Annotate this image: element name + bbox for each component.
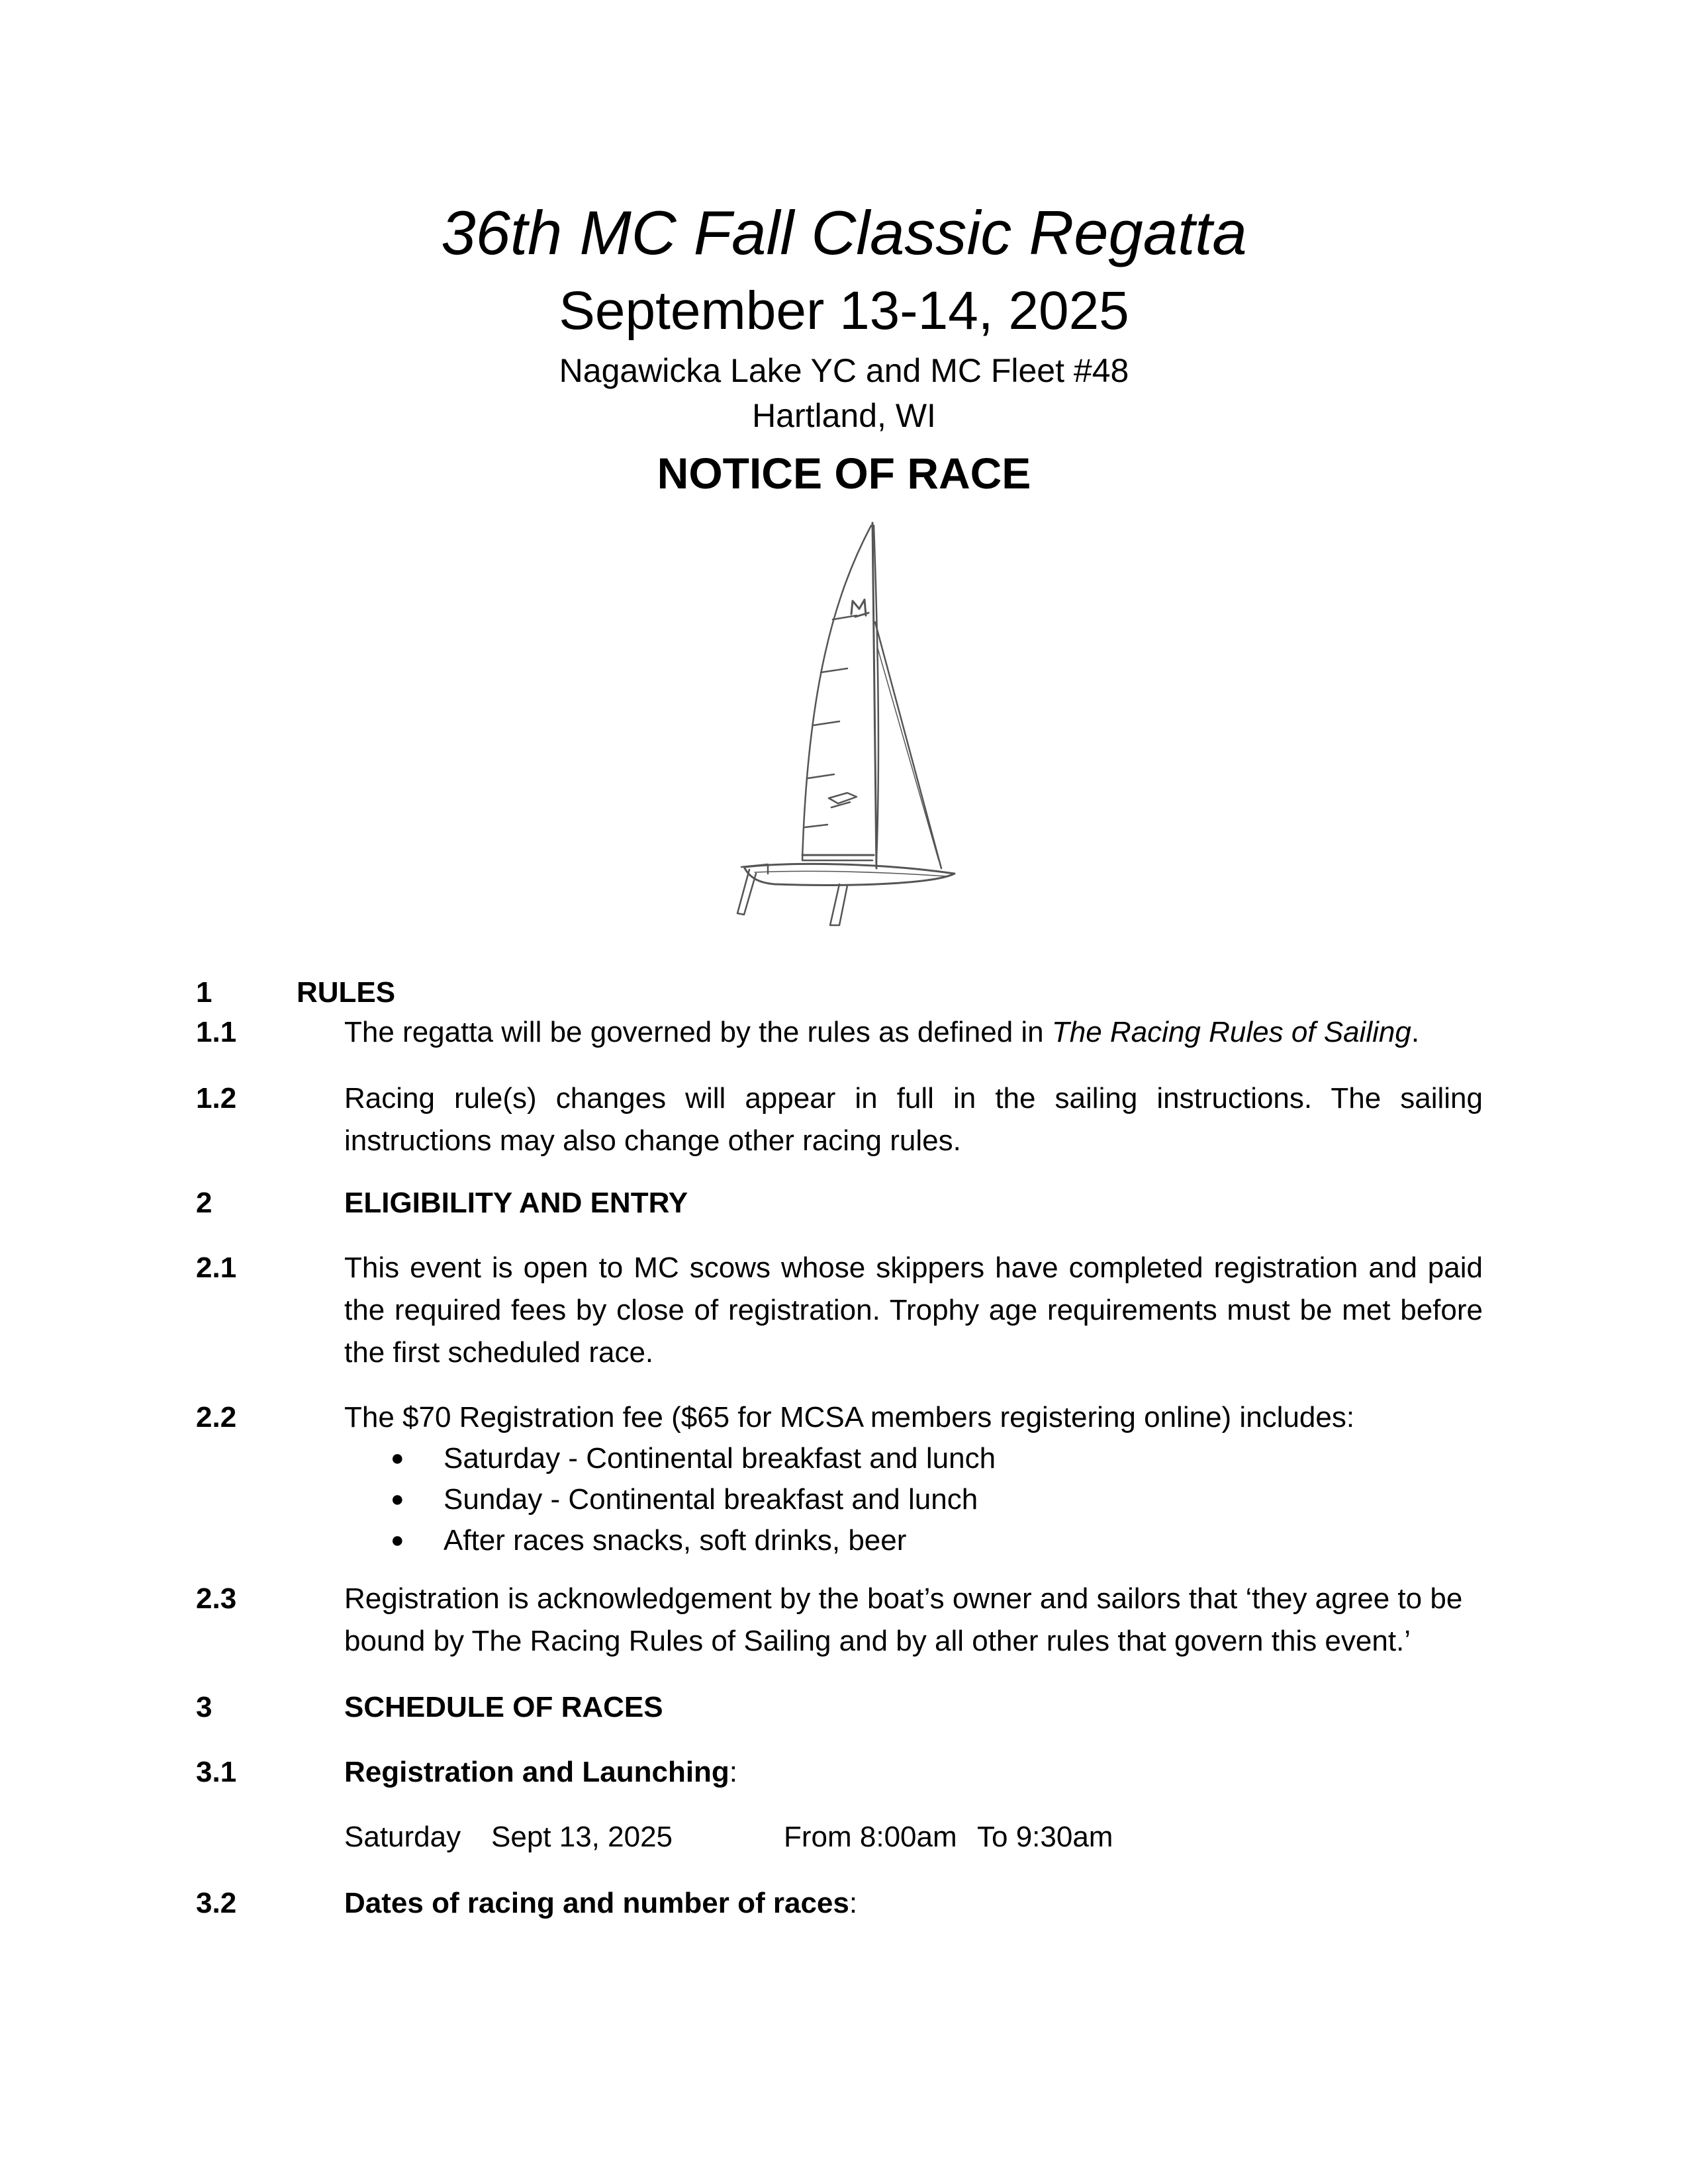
regatta-dates: September 13-14, 2025 xyxy=(559,281,1129,341)
regatta-title: 36th MC Fall Classic Regatta xyxy=(441,198,1247,267)
bullet-icon: ● xyxy=(391,1486,404,1512)
registration-schedule-row xyxy=(0,1816,1688,1858)
section-3-title: SCHEDULE OF RACES xyxy=(344,1691,663,1723)
bullet-icon: ● xyxy=(391,1527,404,1553)
para-2-2-text: The $70 Registration fee ($65 for MCSA members registering online) includes: xyxy=(344,1401,1355,1433)
list-item: ● After races snacks, soft drinks, beer xyxy=(391,1520,906,1561)
host-club: Nagawicka Lake YC and MC Fleet #48 xyxy=(559,352,1129,389)
bullet-icon: ● xyxy=(391,1445,404,1471)
para-2-2-number: 2.2 xyxy=(196,1401,237,1433)
list-item: ● Sunday - Continental breakfast and lunch xyxy=(391,1479,978,1520)
para-1-2-text: Racing rule(s) changes will appear in full in the sailing instructions. The sailing instructions may also change other racing rules. xyxy=(344,1082,1483,1157)
schedule-to: To 9:30am xyxy=(977,1821,1113,1853)
para-1-2-number: 1.2 xyxy=(196,1082,237,1115)
section-1-number: 1 xyxy=(196,976,212,1009)
section-1-title: RULES xyxy=(297,976,396,1009)
para-2-1-text: This event is open to MC scows whose skippers have completed registration and paid the required fees by close of registration. Trophy age requirements must be met before the first scheduled race. xyxy=(344,1251,1483,1369)
para-2-1-number: 2.1 xyxy=(196,1251,237,1284)
list-item: ● Saturday - Continental breakfast and lunch xyxy=(391,1437,996,1479)
location: Hartland, WI xyxy=(752,397,936,434)
para-2-3-text: Registration is acknowledgement by the boat’s owner and sailors that ‘they agree to be bound by The Racing Rules of Sailing and by all other rules that govern this event.’ xyxy=(344,1582,1463,1657)
para-2-3-number: 2.3 xyxy=(196,1582,237,1615)
schedule-date: Sept 13, 2025 xyxy=(491,1821,673,1853)
section-3-number: 3 xyxy=(196,1691,212,1723)
document-type-heading: NOTICE OF RACE xyxy=(657,449,1031,498)
para-1-1-number: 1.1 xyxy=(196,1016,237,1048)
para-3-2-heading: Dates of racing and number of races: xyxy=(344,1887,858,1919)
para-1-1-text: The regatta will be governed by the rules as defined in The Racing Rules of Sailing. xyxy=(344,1016,1420,1048)
section-2-number: 2 xyxy=(196,1187,212,1219)
schedule-from: From 8:00am xyxy=(784,1821,957,1853)
section-2-title: ELIGIBILITY AND ENTRY xyxy=(344,1187,688,1219)
para-3-1-number: 3.1 xyxy=(196,1756,237,1788)
rrs-title: The Racing Rules of Sailing xyxy=(1051,1016,1411,1048)
para-3-1-heading: Registration and Launching: xyxy=(344,1756,738,1788)
sailboat-illustration xyxy=(715,516,966,927)
para-3-2-number: 3.2 xyxy=(196,1887,237,1919)
schedule-day: Saturday xyxy=(344,1821,461,1853)
